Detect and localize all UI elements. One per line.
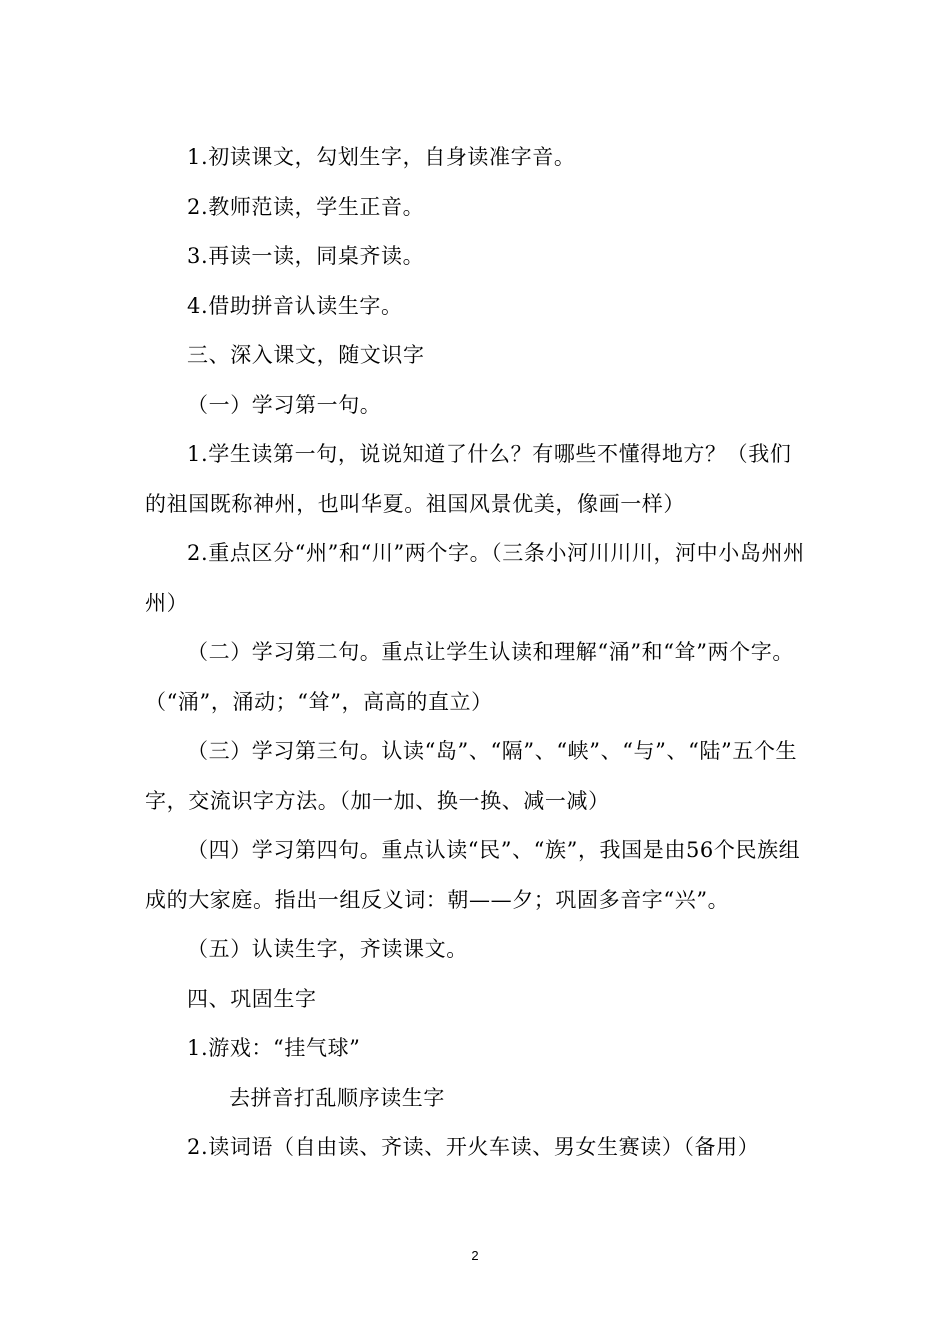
page-number: 2 xyxy=(471,1248,479,1263)
paragraph-read-words: 2.读词语（自由读、齐读、开火车读、男女生赛读）（备用） xyxy=(187,1135,760,1159)
paragraph-step-2: 2.教师范读，学生正音。 xyxy=(187,194,425,219)
section-heading-3: 三、深入课文，随文识字 xyxy=(187,343,425,367)
paragraph-step-4: 4.借助拼音认读生字。 xyxy=(187,293,403,318)
subsection-fifth: （五）认读生字，齐读课文。 xyxy=(187,937,468,961)
paragraph-first-sentence-2: 2.重点区分“州”和“川”两个字。（三条小河川川川，河中小岛州州州） xyxy=(145,541,805,615)
paragraph-game-detail: 去拼音打乱顺序读生字 xyxy=(229,1085,445,1110)
subsection-second-sentence: （二）学习第二句。重点让学生认读和理解“涌”和“耸”两个字。（“涌”，涌动；“耸”，高高的直立） xyxy=(145,640,794,714)
paragraph-step-3: 3.再读一读，同桌齐读。 xyxy=(187,244,425,268)
paragraph-step-1: 1.初读课文，勾划生字，自身读准字音。 xyxy=(187,145,576,169)
paragraph-first-sentence-1: 1.学生读第一句，说说知道了什么？有哪些不懂得地方？（我们的祖国既称神州，也叫华夏。祖国风景优美，像画一样） xyxy=(145,442,792,516)
section-heading-4: 四、巩固生字 xyxy=(187,986,317,1011)
document-body xyxy=(145,133,807,1173)
subsection-third-sentence: （三）学习第三句。认读“岛”、“隔”、“峡”、“与”、“陆”五个生字，交流识字方法。（加一加、换一换、减一减） xyxy=(145,739,798,813)
subsection-heading-1: （一）学习第一句。 xyxy=(187,392,382,417)
paragraph-game: 1.游戏：“挂气球” xyxy=(187,1036,361,1060)
subsection-fourth-sentence: （四）学习第四句。重点认读“民”、“族”，我国是由56个民族组成的大家庭。指出一组反义词：朝——夕；巩固多音字“兴”。 xyxy=(145,838,801,912)
